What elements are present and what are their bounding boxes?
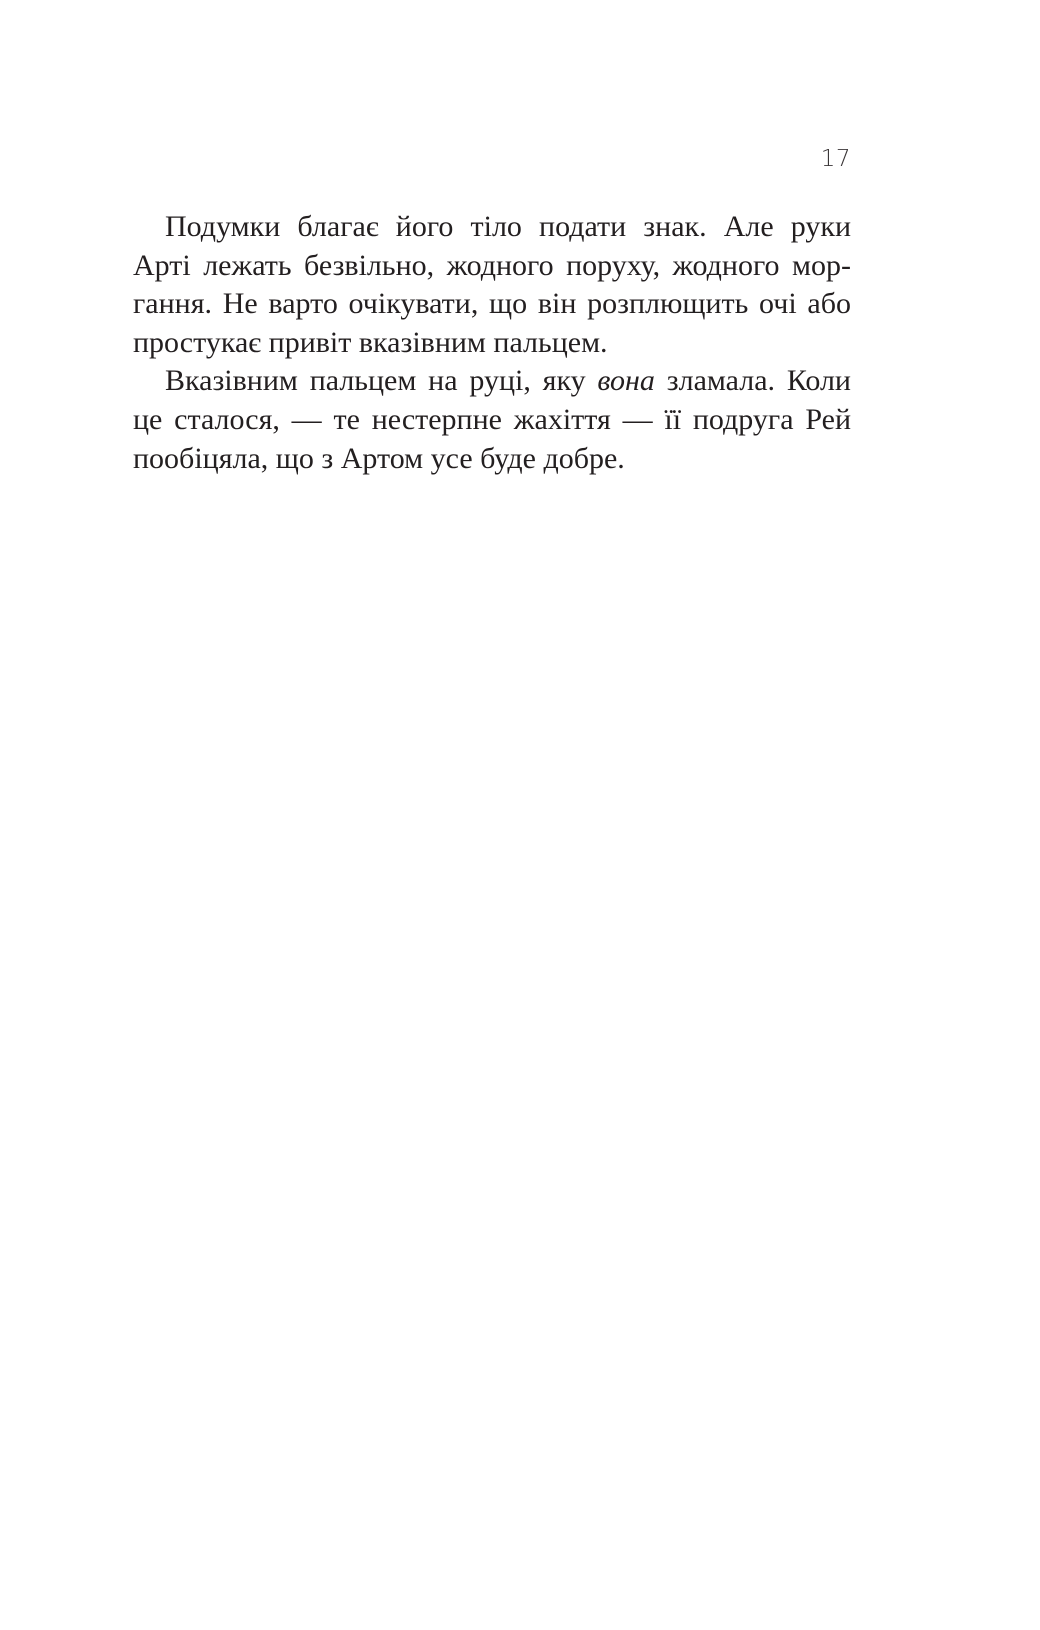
paragraph-1 — [133, 208, 851, 362]
text-line: простукає привіт вказівним пальцем. — [133, 325, 608, 359]
emphasis-word: вона — [597, 364, 655, 398]
paragraph-2 — [133, 362, 851, 478]
text-line: Арті лежать безвільно, жодного поруху, жодного мор- — [133, 248, 851, 282]
text-line — [133, 362, 851, 401]
text-segment: зламала. Коли — [654, 364, 851, 398]
text-line: гання. Не варто очікувати, що він розплющить очі або — [133, 287, 851, 321]
text-line: пообіцяла, що з Артом усе буде добре. — [133, 441, 625, 475]
text-line: Подумки благає його тіло подати знак. Але руки — [165, 210, 851, 243]
text-line: це сталося, — те нестерпне жахіття — її подруга Рей — [133, 402, 851, 436]
page-number: 17 — [820, 146, 851, 172]
body-text — [133, 208, 851, 478]
text-segment: Вказівним пальцем на руці, яку — [165, 364, 598, 398]
